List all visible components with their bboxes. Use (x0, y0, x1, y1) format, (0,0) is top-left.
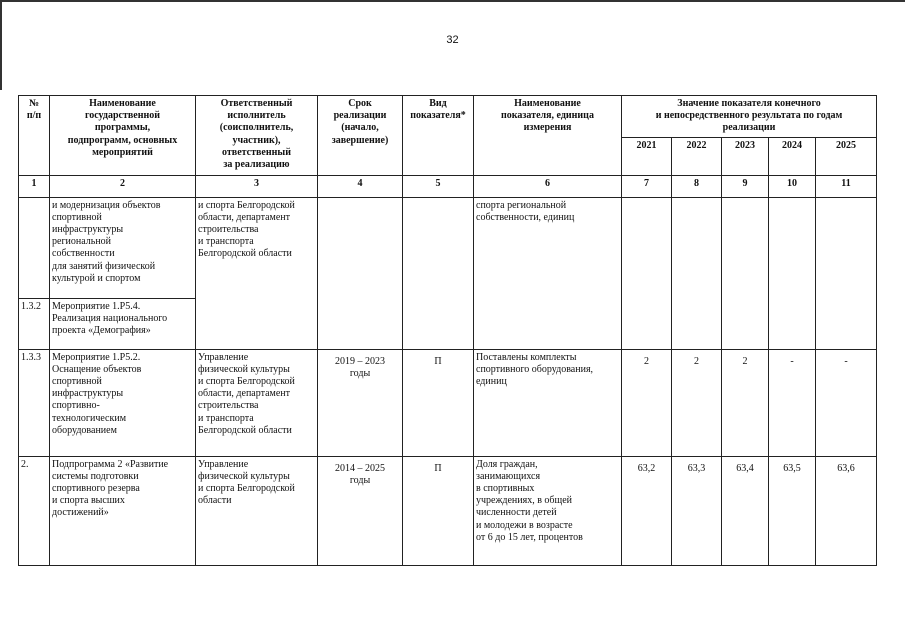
row-indicator: Поставлены комплекты спортивного оборудования, единиц (474, 349, 622, 456)
row-num (19, 197, 50, 298)
column-number: 1 (19, 175, 50, 197)
row-value (816, 197, 877, 349)
row-num: 2. (19, 456, 50, 565)
row-period (318, 197, 403, 349)
column-number: 2 (50, 175, 196, 197)
header-year: 2022 (672, 137, 722, 175)
table-row (19, 349, 877, 456)
header-num: № п/п (19, 96, 50, 176)
row-value: 63,4 (722, 456, 769, 565)
row-name: и модернизация объектов спортивной инфраструктуры региональной собственности для занятий физической культурой и спортом (50, 197, 196, 298)
header-period: Срок реализации (начало, завершение) (318, 96, 403, 176)
header-year: 2021 (622, 137, 672, 175)
row-value: 63,5 (769, 456, 816, 565)
header-year: 2025 (816, 137, 877, 175)
page-number: 32 (446, 34, 459, 46)
column-number: 5 (403, 175, 474, 197)
column-number: 11 (816, 175, 877, 197)
row-name: Мероприятие 1.Р5.4. Реализация национального проекта «Демография» (50, 298, 196, 349)
row-value (722, 197, 769, 349)
row-value: 2 (722, 349, 769, 456)
row-executor: Управление физической культуры и спорта Белгородской области (196, 456, 318, 565)
column-number: 3 (196, 175, 318, 197)
row-value (622, 197, 672, 349)
row-name: Подпрограмма 2 «Развитие системы подготовки спортивного резерва и спорта высших достижений» (50, 456, 196, 565)
row-type: П (403, 349, 474, 456)
row-value (769, 197, 816, 349)
row-num: 1.3.3 (19, 349, 50, 456)
row-indicator: Доля граждан, занимающихся в спортивных учреждениях, в общей численности детей и молодежи в возрасте от 6 до 15 лет, процентов (474, 456, 622, 565)
row-value: - (816, 349, 877, 456)
row-type (403, 197, 474, 349)
row-indicator: спорта региональной собственности, единиц (474, 197, 622, 349)
row-name: Мероприятие 1.Р5.2. Оснащение объектов спортивной инфраструктуры спортивно- технологическим оборудованием (50, 349, 196, 456)
column-numbers-row (19, 175, 877, 197)
header-indicator: Наименование показателя, единица измерения (474, 96, 622, 176)
column-number: 4 (318, 175, 403, 197)
row-value: - (769, 349, 816, 456)
header-year: 2024 (769, 137, 816, 175)
row-period: 2014 – 2025 годы (318, 456, 403, 565)
row-executor: Управление физической культуры и спорта Белгородской области, департамент строительства и транспорта Белгородской области (196, 349, 318, 456)
header-values-group: Значение показателя конечного и непосредственного результата по годам реализации (622, 96, 877, 138)
row-value: 63,2 (622, 456, 672, 565)
row-period: 2019 – 2023 годы (318, 349, 403, 456)
indicator-table (18, 95, 877, 566)
header-executor: Ответственный исполнитель (соисполнитель, участник), ответственный за реализацию (196, 96, 318, 176)
column-number: 7 (622, 175, 672, 197)
column-number: 10 (769, 175, 816, 197)
scan-top-edge (0, 0, 905, 2)
row-value: 2 (672, 349, 722, 456)
header-type: Вид показателя* (403, 96, 474, 176)
column-number: 6 (474, 175, 622, 197)
header-year: 2023 (722, 137, 769, 175)
row-num: 1.3.2 (19, 298, 50, 349)
row-value (672, 197, 722, 349)
table-row (19, 456, 877, 565)
row-value: 2 (622, 349, 672, 456)
table-row (19, 197, 877, 298)
row-executor: и спорта Белгородской области, департамент строительства и транспорта Белгородской области (196, 197, 318, 349)
column-number: 8 (672, 175, 722, 197)
row-value: 63,3 (672, 456, 722, 565)
row-type: П (403, 456, 474, 565)
column-number: 9 (722, 175, 769, 197)
header-name: Наименование государственной программы, подпрограмм, основных мероприятий (50, 96, 196, 176)
header-row (19, 96, 877, 138)
row-value: 63,6 (816, 456, 877, 565)
